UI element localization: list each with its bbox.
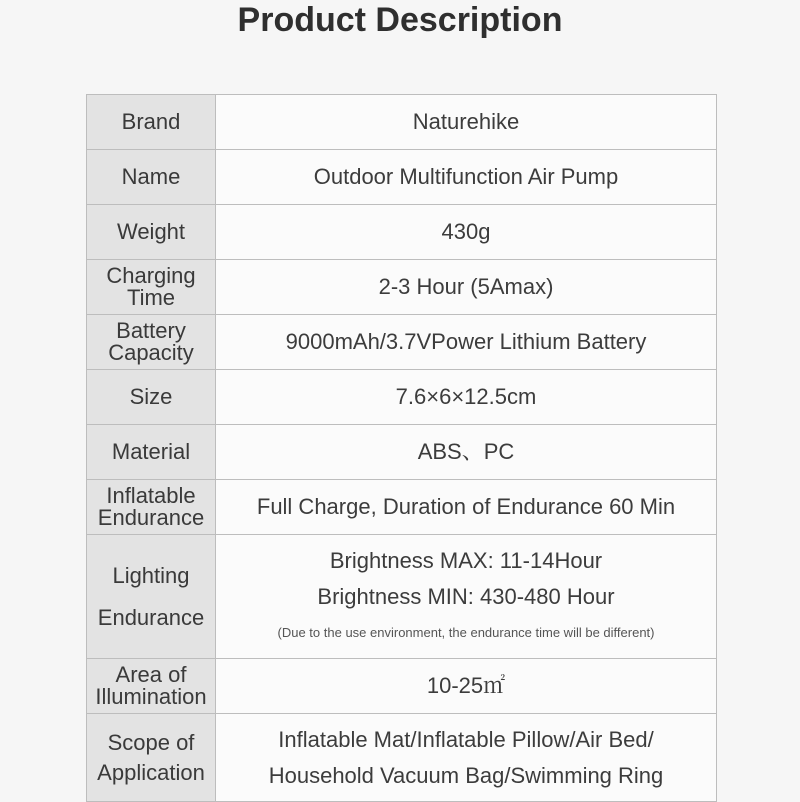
row-label-inflatable-endurance: [87, 480, 216, 535]
row-value-battery-capacity: 9000mAh/3.7VPower Lithium Battery: [216, 315, 717, 370]
value-line: Household Vacuum Bag/Swimming Ring: [268, 762, 664, 788]
row-label-charging-time: [87, 260, 216, 315]
spec-table: [86, 94, 717, 802]
label-line: Lighting: [112, 562, 190, 588]
label-line: Area of: [115, 662, 187, 687]
row-label-weight: Weight: [87, 205, 216, 260]
label-line: Battery: [116, 318, 186, 343]
row-value-size: 7.6×6×12.5cm: [216, 370, 717, 425]
row-value-inflatable-endurance: Full Charge, Duration of Endurance 60 Min: [216, 480, 717, 535]
table-row: [87, 315, 717, 370]
row-label-material: Material: [87, 425, 216, 480]
table-row: [87, 205, 717, 260]
row-value-charging-time: 2-3 Hour (5Amax): [216, 260, 717, 315]
label-line: Inflatable: [106, 483, 196, 508]
table-row: [87, 150, 717, 205]
table-row: [87, 659, 717, 714]
table-row: [87, 714, 717, 802]
label-line: Application: [97, 759, 205, 785]
table-row: [87, 95, 717, 150]
row-value-weight: 430g: [216, 205, 717, 260]
row-label-area-of-illumination: [87, 659, 216, 714]
row-label-brand: Brand: [87, 95, 216, 150]
table-row: [87, 260, 717, 315]
label-line: Endurance: [97, 505, 205, 530]
row-label-battery-capacity: [87, 315, 216, 370]
value-line: Brightness MIN: 430-480 Hour: [317, 583, 615, 609]
table-row: [87, 425, 717, 480]
row-value-brand: Naturehike: [216, 95, 717, 150]
table-row: [87, 370, 717, 425]
row-label-scope-of-application: [87, 714, 216, 802]
row-value-area-of-illumination: 10-25㎡: [216, 659, 717, 714]
page-title: Product Description: [237, 1, 563, 39]
endurance-note: (Due to the use environment, the endurance time will be different): [277, 624, 655, 640]
row-value-material: ABS、PC: [216, 425, 717, 480]
label-line: Charging: [106, 263, 196, 288]
table-row: [87, 480, 717, 535]
row-value-lighting-endurance: [216, 535, 717, 659]
table-row: [87, 535, 717, 659]
label-line: Illumination: [95, 684, 207, 709]
row-label-name: Name: [87, 150, 216, 205]
row-label-lighting-endurance: [87, 535, 216, 659]
row-label-size: Size: [87, 370, 216, 425]
value-line: Brightness MAX: 11-14Hour: [329, 547, 603, 573]
value-line: Inflatable Mat/Inflatable Pillow/Air Bed/: [278, 726, 654, 752]
label-line: Time: [126, 285, 176, 310]
label-line: Capacity: [108, 340, 194, 365]
row-value-name: Outdoor Multifunction Air Pump: [216, 150, 717, 205]
row-value-scope-of-application: [216, 714, 717, 802]
label-line: Scope of: [107, 729, 195, 755]
label-line: Endurance: [97, 604, 205, 630]
